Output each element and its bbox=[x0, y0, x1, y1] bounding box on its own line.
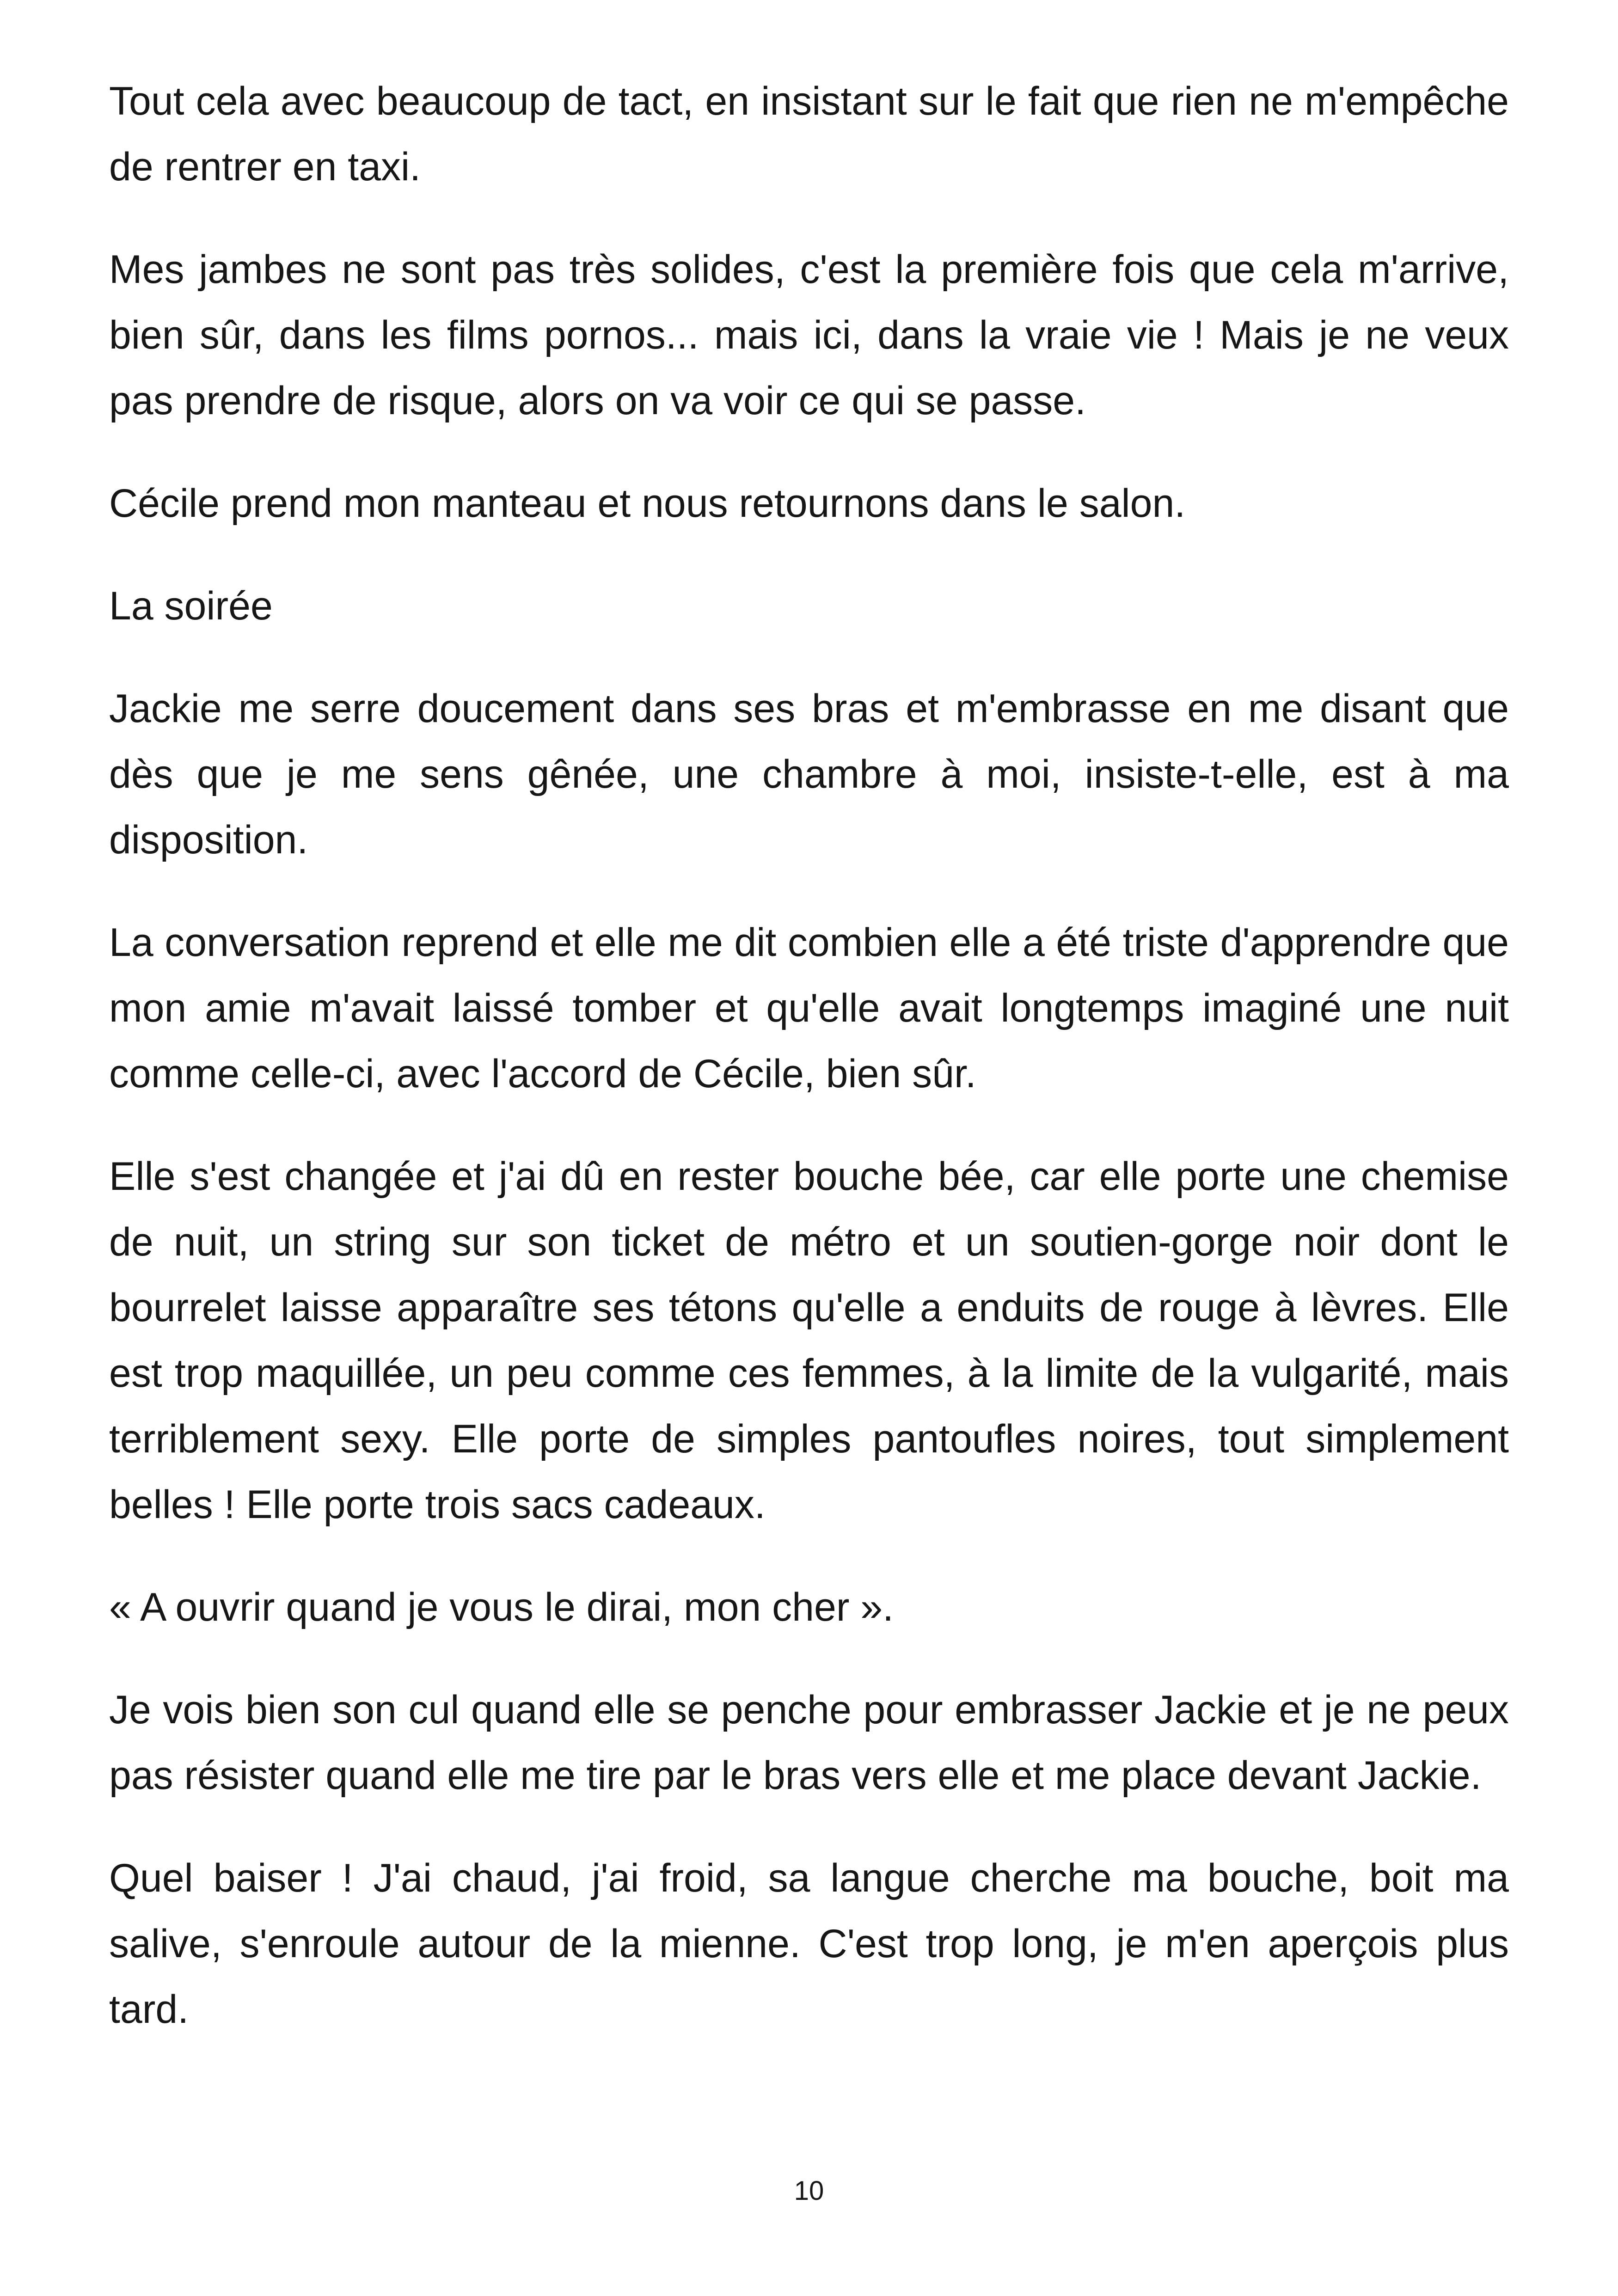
body-text bbox=[109, 68, 1509, 2042]
paragraph: Je vois bien son cul quand elle se penche pour embrasser Jackie et je ne peux pas résister quand elle me tire par le bras vers elle et me place devant Jackie. bbox=[109, 1688, 1509, 1798]
paragraph: Tout cela avec beaucoup de tact, en insistant sur le fait que rien ne m'empêche de rentrer en taxi. bbox=[109, 79, 1509, 189]
paragraph: Elle s'est changée et j'ai dû en rester bouche bée, car elle porte une chemise de nuit, un string sur son ticket de métro et un soutien-gorge noir dont le bourrelet laisse apparaître ses tétons qu'elle a enduits de rouge à lèvres. Elle est trop maquillée, un peu comme ces femmes, à la limite de la vulgarité, mais terriblement sexy. Elle porte de simples pantoufles noires, tout simplement belles ! Elle porte trois sacs cadeaux. bbox=[109, 1154, 1509, 1527]
paragraph: Jackie me serre doucement dans ses bras et m'embrasse en me disant que dès que je me sens gênée, une chambre à moi, insiste-t-elle, est à ma disposition. bbox=[109, 686, 1509, 862]
paragraph: Mes jambes ne sont pas très solides, c'est la première fois que cela m'arrive, bien sûr, dans les films pornos... mais ici, dans la vraie vie ! Mais je ne veux pas prendre de risque, alors on va voir ce qui se passe. bbox=[109, 247, 1509, 423]
paragraph: Quel baiser ! J'ai chaud, j'ai froid, sa langue cherche ma bouche, boit ma salive, s'enroule autour de la mienne. C'est trop long, je m'en aperçois plus tard. bbox=[109, 1856, 1509, 2032]
dialogue-line: « A ouvrir quand je vous le dirai, mon cher ». bbox=[109, 1585, 894, 1629]
paragraph: Cécile prend mon manteau et nous retournons dans le salon. bbox=[109, 481, 1186, 526]
page-number: 10 bbox=[794, 2176, 824, 2206]
section-heading: La soirée bbox=[109, 584, 273, 628]
paragraph: La conversation reprend et elle me dit combien elle a été triste d'apprendre que mon amie m'avait laissé tomber et qu'elle avait longtemps imaginé une nuit comme celle-ci, avec l'accord de Cécile, bien sûr. bbox=[109, 920, 1509, 1096]
